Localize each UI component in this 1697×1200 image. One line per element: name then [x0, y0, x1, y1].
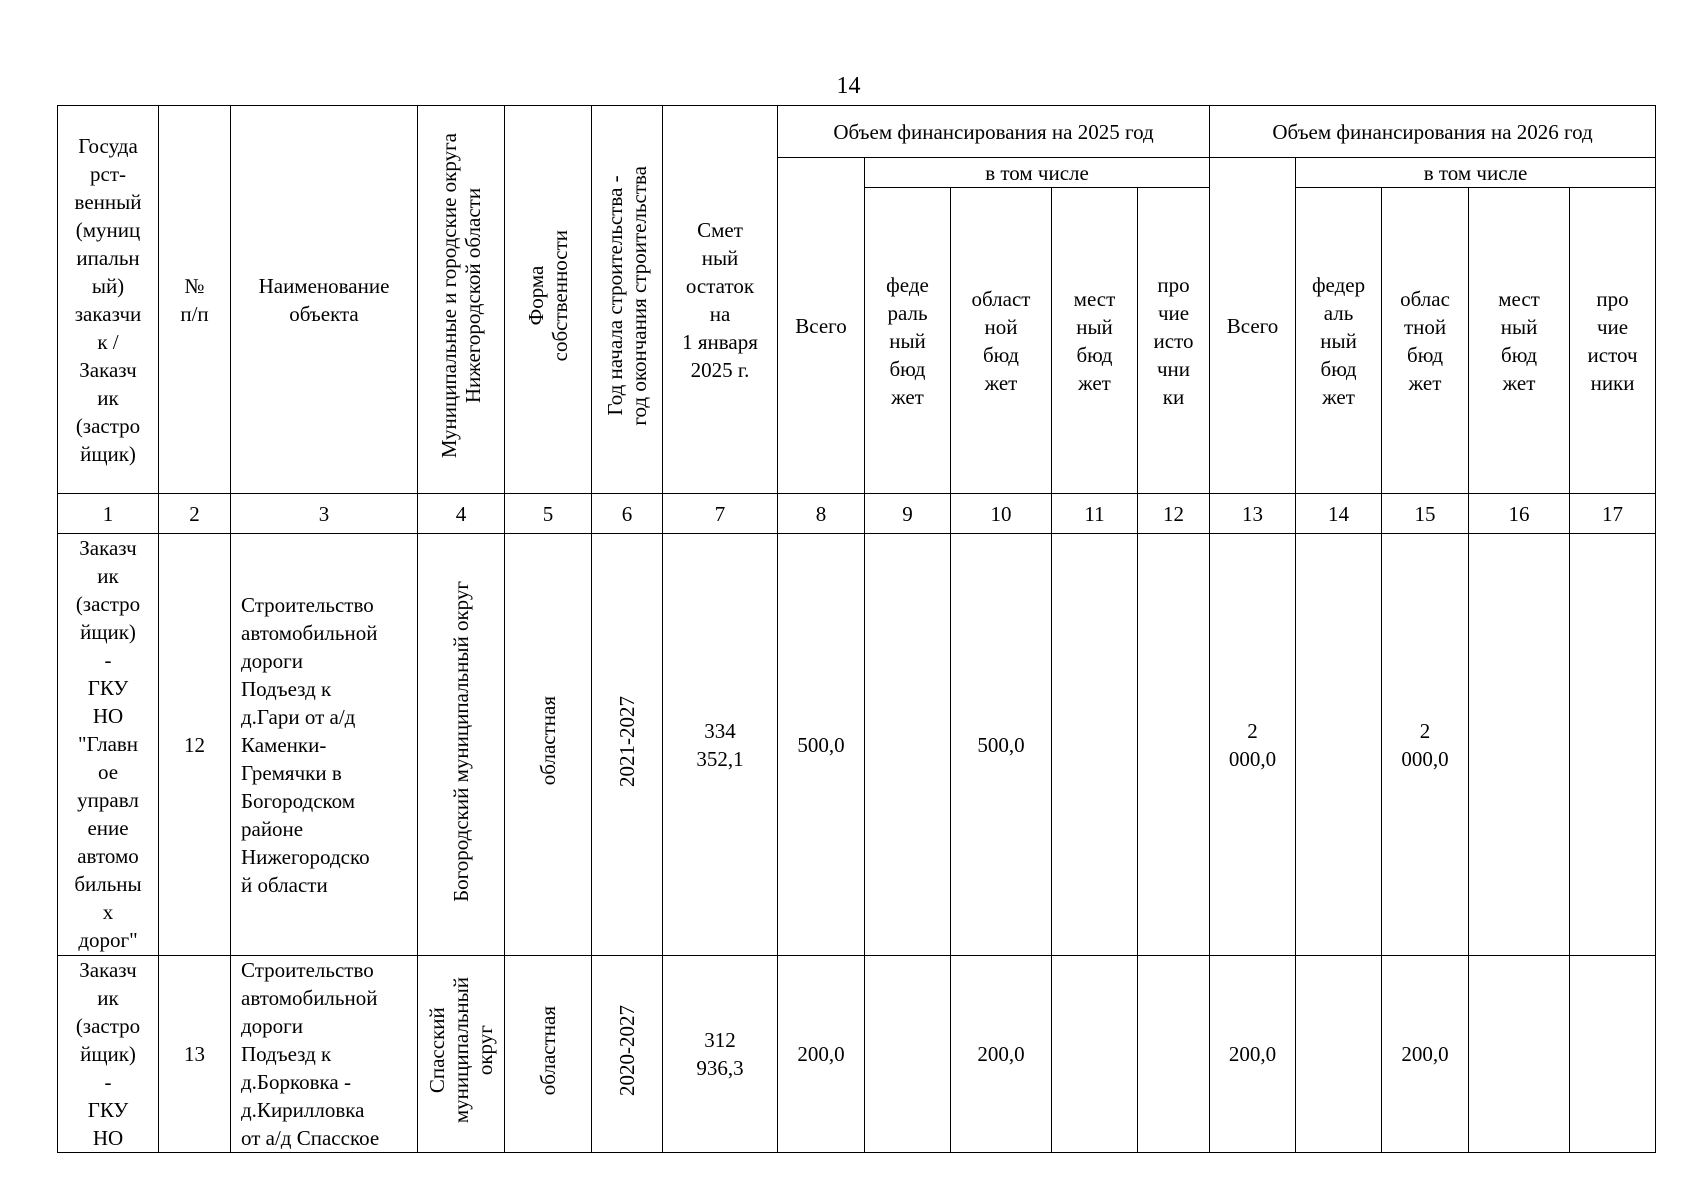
- other-2025-cell: [1138, 534, 1210, 956]
- header-regional-2025: област ной бюд жет: [951, 188, 1052, 494]
- total-2026-cell: 2 000,0: [1210, 534, 1296, 956]
- header-years: Год начала строительства - год окончания строительства: [592, 106, 663, 494]
- customer-cell: Заказч ик (застро йщик) - ГКУ НО: [58, 956, 159, 1153]
- object-name-cell: Строительство автомобильной дороги Подъезд к д.Гари от а/д Каменки- Гремячки в Богородском районе Нижегородско й области: [231, 534, 418, 956]
- header-financing-2025: Объем финансирования на 2025 год: [778, 106, 1210, 158]
- column-numbers-row: [58, 494, 1656, 534]
- local-2025-cell: [1052, 534, 1138, 956]
- estimate-cell: 334 352,1: [663, 534, 778, 956]
- column-number: 8: [778, 494, 865, 534]
- years-cell: 2021-2027: [592, 534, 663, 956]
- local-2026-cell: [1469, 534, 1570, 956]
- table-row: [58, 534, 1656, 956]
- federal-2025-cell: [865, 534, 951, 956]
- other-2026-cell: [1570, 534, 1656, 956]
- column-number: 1: [58, 494, 159, 534]
- header-ownership: Форма собственности: [505, 106, 592, 494]
- header-estimate: Смет ный остаток на 1 января 2025 г.: [663, 106, 778, 494]
- header-local-2025: мест ный бюд жет: [1052, 188, 1138, 494]
- column-number: 4: [418, 494, 505, 534]
- header-regional-2026: облас тной бюд жет: [1382, 188, 1469, 494]
- header-row: [58, 106, 1656, 158]
- column-number: 2: [159, 494, 231, 534]
- other-2025-cell: [1138, 956, 1210, 1153]
- header-total-2026: Всего: [1210, 158, 1296, 494]
- regional-2025-cell: 200,0: [951, 956, 1052, 1153]
- header-federal-2026: федер аль ный бюд жет: [1296, 188, 1382, 494]
- page-number: 14: [836, 73, 861, 99]
- local-2026-cell: [1469, 956, 1570, 1153]
- column-number: 12: [1138, 494, 1210, 534]
- table-row: [58, 956, 1656, 1153]
- column-number: 13: [1210, 494, 1296, 534]
- column-number: 10: [951, 494, 1052, 534]
- regional-2025-cell: 500,0: [951, 534, 1052, 956]
- header-local-2026: мест ный бюд жет: [1469, 188, 1570, 494]
- column-number: 6: [592, 494, 663, 534]
- regional-2026-cell: 2 000,0: [1382, 534, 1469, 956]
- regional-2026-cell: 200,0: [1382, 956, 1469, 1153]
- header-incl-2026: в том числе: [1296, 158, 1656, 188]
- federal-2026-cell: [1296, 534, 1382, 956]
- total-2025-cell: 200,0: [778, 956, 865, 1153]
- header-other-2026: про чие источ ники: [1570, 188, 1656, 494]
- header-customer: Госуда рст- венный (муниц ипальн ый) заказчи к / Заказч ик (застро йщик): [58, 106, 159, 494]
- estimate-cell: 312 936,3: [663, 956, 778, 1153]
- total-2025-cell: 500,0: [778, 534, 865, 956]
- column-number: 16: [1469, 494, 1570, 534]
- financing-table: [57, 105, 1656, 1153]
- column-number: 14: [1296, 494, 1382, 534]
- federal-2026-cell: [1296, 956, 1382, 1153]
- local-2025-cell: [1052, 956, 1138, 1153]
- header-financing-2026: Объем финансирования на 2026 год: [1210, 106, 1656, 158]
- header-incl-2025: в том числе: [865, 158, 1210, 188]
- column-number: 15: [1382, 494, 1469, 534]
- years-cell: 2020-2027: [592, 956, 663, 1153]
- num-cell: 13: [159, 956, 231, 1153]
- header-total-2025: Всего: [778, 158, 865, 494]
- municipality-cell: Спасский муниципальный округ: [418, 956, 505, 1153]
- column-number: 7: [663, 494, 778, 534]
- column-number: 3: [231, 494, 418, 534]
- num-cell: 12: [159, 534, 231, 956]
- total-2026-cell: 200,0: [1210, 956, 1296, 1153]
- header-object-name: Наименование объекта: [231, 106, 418, 494]
- ownership-cell: областная: [505, 956, 592, 1153]
- header-municipality: Муниципальные и городские округа Нижегородской области: [418, 106, 505, 494]
- ownership-cell: областная: [505, 534, 592, 956]
- object-name-cell: Строительство автомобильной дороги Подъезд к д.Борковка - д.Кирилловка от а/д Спасское: [231, 956, 418, 1153]
- federal-2025-cell: [865, 956, 951, 1153]
- customer-cell: Заказч ик (застро йщик) - ГКУ НО "Главн ое управл ение автомо бильны х дорог": [58, 534, 159, 956]
- header-other-2025: про чие исто чни ки: [1138, 188, 1210, 494]
- municipality-cell: Богородский муниципальный округ: [418, 534, 505, 956]
- column-number: 17: [1570, 494, 1656, 534]
- header-num: № п/п: [159, 106, 231, 494]
- column-number: 11: [1052, 494, 1138, 534]
- column-number: 9: [865, 494, 951, 534]
- header-federal-2025: феде раль ный бюд жет: [865, 188, 951, 494]
- other-2026-cell: [1570, 956, 1656, 1153]
- column-number: 5: [505, 494, 592, 534]
